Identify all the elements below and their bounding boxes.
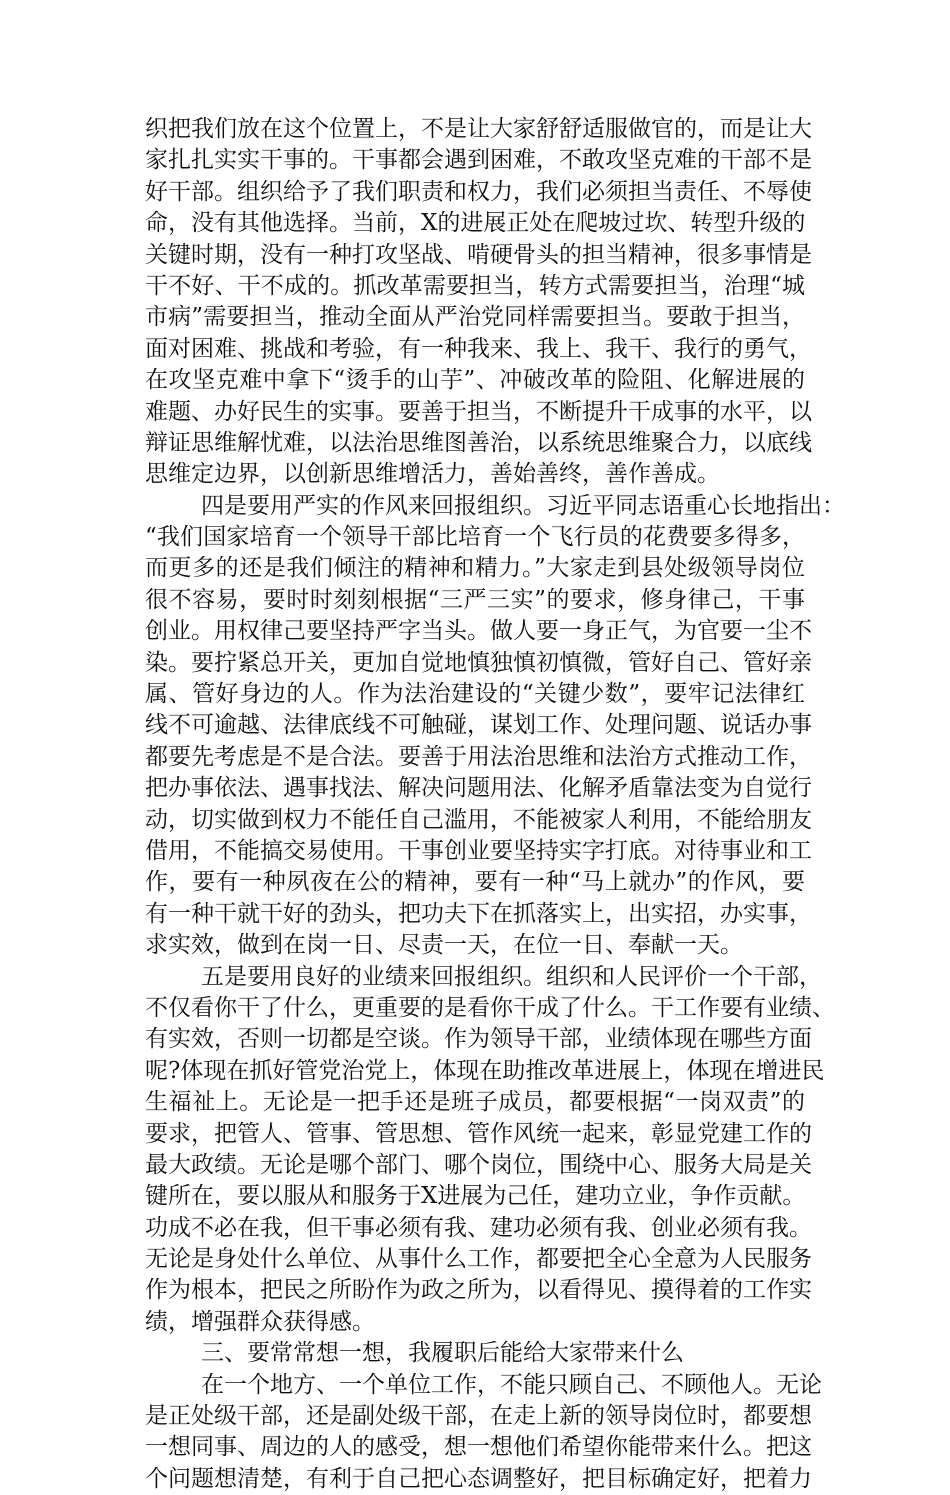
text-line: 思维定边界，以创新思维增活力，善始善终，善作善成。 — [145, 461, 720, 488]
text-line: 一想同事、周边的人的感受，想一想他们希望你能带来什么。把这 — [145, 1434, 812, 1461]
text-line: 线不可逾越、法律底线不可触碰，谋划工作、处理问题、说话办事 — [145, 712, 812, 739]
text-line: 市病”需要担当，推动全面从严治党同样需要担当。要敢于担当， — [145, 304, 805, 331]
text-line: 而更多的还是我们倾注的精神和精力。”大家走到县处级领导岗位 — [145, 555, 805, 582]
text-line: 有一种干就干好的劲头，把功夫下在抓落实上，出实招，办实事， — [145, 900, 812, 927]
section-heading: 三、要常常想一想，我履职后能给大家带来什么 — [201, 1340, 684, 1367]
text-line: 在一个地方、一个单位工作，不能只顾自己、不顾他人。无论 — [201, 1371, 822, 1398]
text-line: 动，切实做到权力不能任自己滥用，不能被家人利用，不能给朋友 — [145, 806, 812, 833]
text-line: 绩，增强群众获得感。 — [145, 1308, 375, 1335]
text-line: 织把我们放在这个位置上，不是让大家舒舒适服做官的，而是让大 — [145, 116, 812, 142]
text-line: 很不容易，要时时刻刻根据“三严三实”的要求，修身律己，干事 — [145, 586, 805, 613]
text-line: 干不好、干不成的。抓改革需要担当，转方式需要担当，治理“城 — [145, 272, 805, 299]
text-line: 染。要拧紧总开关，更加自觉地慎独慎初慎微，管好自己、管好亲 — [145, 649, 812, 676]
text-line: 辩证思维解忧难，以法治思维图善治，以系统思维聚合力，以底线 — [145, 429, 812, 456]
text-line: 最大政绩。无论是哪个部门、哪个岗位，围绕中心、服务大局是关 — [145, 1151, 812, 1178]
text-line: 个问题想清楚，有利于自己把心态调整好，把目标确定好，把着力 — [145, 1465, 812, 1492]
text-line: 五是要用良好的业绩来回报组织。组织和人民评价一个干部， — [201, 963, 822, 990]
text-line: 有实效，否则一切都是空谈。作为领导干部，业绩体现在哪些方面 — [145, 1026, 812, 1053]
text-line: 不仅看你干了什么，更重要的是看你干成了什么。干工作要有业绩、 — [145, 994, 835, 1021]
text-line: 键所在，要以服从和服务于X进展为己任，建功立业，争作贡献。 — [145, 1183, 806, 1210]
text-line: 四是要用严实的作风来回报组织。习近平同志语重心长地指出： — [201, 492, 845, 519]
text-line: “我们国家培育一个领导干部比培育一个飞行员的花费要多得多， — [145, 524, 805, 551]
text-line: 都要先考虑是不是合法。要善于用法治思维和法治方式推动工作， — [145, 743, 812, 770]
text-line: 创业。用权律己要坚持严字当头。做人要一身正气，为官要一尘不 — [145, 618, 812, 645]
text-line: 面对困难、挑战和考验，有一种我来、我上、我干、我行的勇气， — [145, 335, 812, 362]
text-line: 好干部。组织给予了我们职责和权力，我们必须担当责任、不辱使 — [145, 178, 812, 205]
text-line: 在攻坚克难中拿下“烫手的山芋”、冲破改革的险阻、化解进展的 — [145, 367, 805, 394]
document-body — [145, 114, 845, 1495]
text-line: 要求，把管人、管事、管思想、管作风统一起来，彰显党建工作的 — [145, 1120, 812, 1147]
text-line: 难题、办好民生的实事。要善于担当，不断提升干成事的水平，以 — [145, 398, 812, 425]
text-line: 命，没有其他选择。当前，X的进展正处在爬坡过坎、转型升级的 — [145, 210, 806, 237]
text-line: 求实效，做到在岗一日、尽责一天，在位一日、奉献一天。 — [145, 932, 743, 959]
text-line: 借用，不能搞交易使用。干事创业要坚持实字打底。对待事业和工 — [145, 837, 812, 864]
text-line: 生福祉上。无论是一把手还是班子成员，都要根据“一岗双责”的 — [145, 1089, 805, 1116]
text-line: 功成不必在我，但干事必须有我、建功必须有我、创业必须有我。 — [145, 1214, 812, 1241]
text-line: 无论是身处什么单位、从事什么工作，都要把全心全意为人民服务 — [145, 1246, 812, 1273]
text-line: 把办事依法、遇事找法、解决问题用法、化解矛盾靠法变为自觉行 — [145, 775, 812, 802]
text-line: 呢?体现在抓好管党治党上，体现在助推改革进展上，体现在增进民 — [145, 1057, 825, 1084]
text-line: 是正处级干部，还是副处级干部，在走上新的领导岗位时，都要想 — [145, 1403, 812, 1430]
text-line: 家扎扎实实干事的。干事都会遇到困难，不敢攻坚克难的干部不是 — [145, 147, 812, 174]
text-line: 作为根本，把民之所盼作为政之所为，以看得见、摸得着的工作实 — [145, 1277, 812, 1304]
text-line: 关键时期，没有一种打攻坚战、啃硬骨头的担当精神，很多事情是 — [145, 241, 812, 268]
text-line: 作，要有一种夙夜在公的精神，要有一种“马上就办”的作风，要 — [145, 869, 805, 896]
text-line: 属、管好身边的人。作为法治建设的“关键少数”，要牢记法律红 — [145, 681, 805, 708]
